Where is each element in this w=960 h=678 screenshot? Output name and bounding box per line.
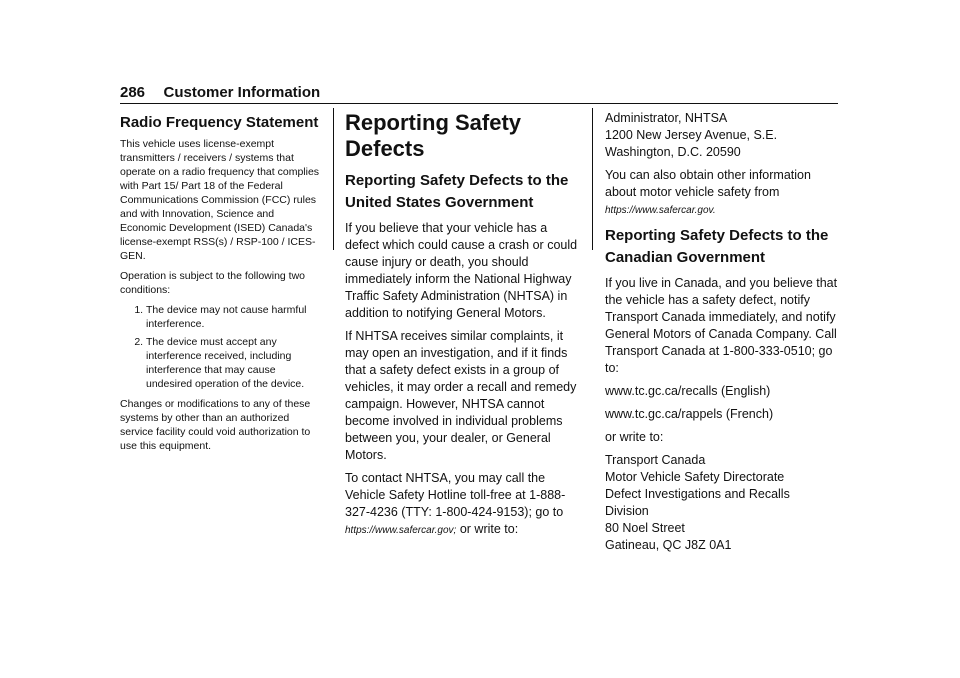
address-line: Administrator, NHTSA [605,111,728,125]
radio-frequency-heading: Radio Frequency Statement [120,114,319,131]
other-info-paragraph [605,167,840,219]
conditions-intro: Operation is subject to the following two conditions: [120,270,306,296]
transport-canada-address [605,452,840,554]
canadian-government-subheading: Reporting Safety Defects to the Canadian Government [605,227,829,266]
address-line: Washington, D.C. 20590 [605,145,741,159]
condition-item: 2. The device must accept any interference received, including interference that may cause undesired operation of the device. [146,335,320,391]
column-safety-defects-canada [605,110,840,560]
modifications-paragraph: Changes or modifications to any of these systems by other than an authorized service facility could void authorization to use this equipment. [120,398,311,452]
conditions-list [120,303,320,391]
us-paragraph-3 [345,470,580,539]
address-line: 1200 New Jersey Avenue, S.E. [605,128,778,142]
column-radio-frequency [120,110,320,459]
rappels-french-link[interactable]: www.tc.gc.ca/rappels (French) [605,407,774,421]
address-line: 80 Noel Street [605,521,685,535]
address-line: Defect Investigations and Recalls [605,487,790,501]
header-rule [120,103,838,104]
column-divider-1 [333,108,334,250]
contact-lead: To contact NHTSA, you may call the Vehicle Safety Hotline toll-free at 1-888-327-4236 (TTY: 1-800-424-9153); go to [345,471,566,519]
us-paragraph-2: If NHTSA receives similar complaints, it may open an investigation, and if it finds that a safety defect exists in a group of vehicles, it may order a recall and remedy campaign. However, NHTSA cannot become involved in individual problems between you, your dealer, or General Motors. [345,329,577,462]
radio-frequency-paragraph: This vehicle uses license-exempt transmitters / receivers / systems that operate on a radio frequency that complies with Part 15/ Part 18 of the Federal Communications Commission (FCC) rules and with Innovation, Science and Economic Development (ISED) Canada's license-exempt RSS(s) / RSP-100 / ICES-GEN. [120,138,320,262]
recalls-english-link[interactable]: www.tc.gc.ca/recalls (English) [605,384,771,398]
us-government-subheading: Reporting Safety Defects to the United States Government [345,172,569,211]
address-line: Transport Canada [605,453,706,467]
us-paragraph-1: If you believe that your vehicle has a defect which could cause a crash or could cause injury or death, you should immediately inform the National Highway Traffic Safety Administration (NHTSA) in addition to notifying General Motors. [345,221,578,320]
canada-paragraph: If you live in Canada, and you believe that the vehicle has a safety defect, notify Transport Canada immediately, and notify General Motors of Canada Company. Call Transport Canada at 1-800-333-0510; go to: [605,276,838,375]
address-line: Motor Vehicle Safety Directorate [605,470,785,484]
column-safety-defects-us [345,110,580,545]
safercar-link[interactable]: https://www.safercar.gov; [345,525,457,536]
condition-item: 1. The device may not cause harmful interference. [146,303,320,331]
contact-tail: or write to: [459,522,519,536]
column-divider-2 [592,108,593,250]
nhtsa-address [605,110,840,161]
section-title: Customer Information [163,84,321,101]
page-header [120,84,838,104]
address-line: Division [605,504,649,518]
write-to-label: or write to: [605,430,664,444]
reporting-safety-defects-heading: Reporting Safety Defects [345,110,522,161]
safercar-info-link[interactable]: https://www.safercar.gov. [605,205,716,216]
address-line: Gatineau, QC J8Z 0A1 [605,538,732,552]
other-info-text: You can also obtain other information about motor vehicle safety from [605,168,811,199]
page-number: 286 [120,84,146,101]
